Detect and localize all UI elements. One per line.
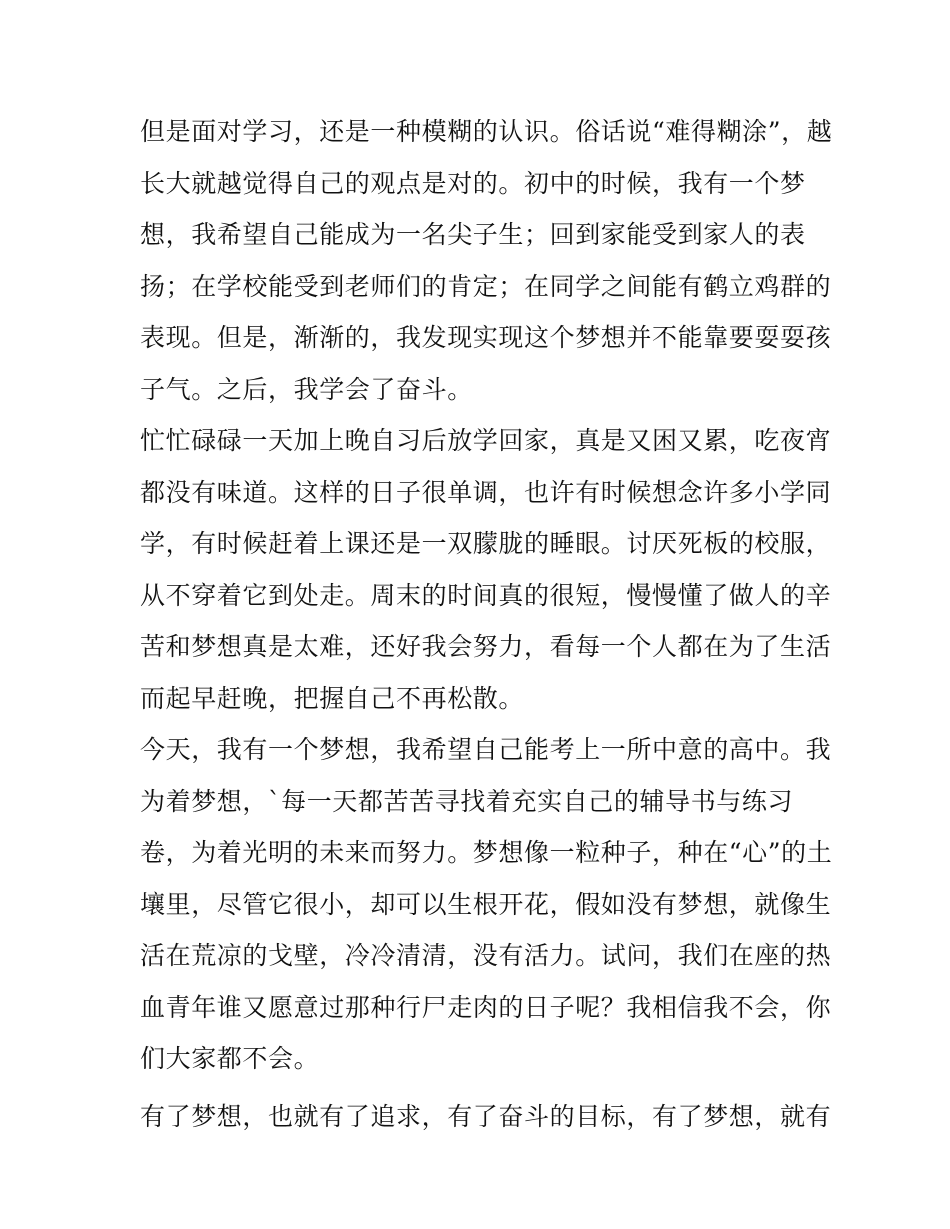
text-line: 长大就越觉得自己的观点是对的。初中的时候，我有一个梦 (140, 168, 806, 198)
text-line: 但是面对学习，还是一种模糊的认识。俗话说“难得糊涂”，越 (140, 117, 833, 146)
text-line: 苦和梦想真是太难，还好我会努力，看每一个人都在为了生活 (140, 632, 832, 661)
text-line: 卷，为着光明的未来而努力。梦想像一粒种子，种在“心”的土 (140, 838, 833, 867)
text-line: 们大家都不会。 (140, 1044, 320, 1073)
text-line: 想，我希望自己能成为一名尖子生；回到家能受到家人的表 (140, 220, 806, 249)
text-line: 学，有时候赶着上课还是一双朦胧的睡眼。讨厌死板的校服， (140, 529, 832, 558)
text-line: 今天，我有一个梦想，我希望自己能考上一所中意的高中。我 (140, 735, 832, 764)
body-text (140, 106, 833, 1142)
text-line: 活在荒凉的戈壁，冷冷清清，没有活力。试问，我们在座的热 (140, 941, 832, 970)
text-line: 有了梦想，也就有了追求，有了奋斗的目标，有了梦想，就有 (140, 1101, 832, 1131)
text-line: 为着梦想，`每一天都苦苦寻找着充实自己的辅导书与练习 (140, 786, 794, 816)
text-line: 血青年谁又愿意过那种行尸走肉的日子呢？我相信我不会，你 (140, 992, 832, 1022)
text-line: 都没有味道。这样的日子很单调，也许有时候想念许多小学同 (140, 477, 832, 507)
text-line: 而起早赶晚，把握自己不再松散。 (140, 683, 525, 713)
text-line: 表现。但是，渐渐的，我发现实现这个梦想并不能靠要耍耍孩 (140, 323, 832, 352)
text-line: 从不穿着它到处走。周末的时间真的很短，慢慢懂了做人的辛 (140, 580, 832, 610)
text-line: 忙忙碌碌一天加上晚自习后放学回家，真是又困又累，吃夜宵 (140, 426, 832, 455)
text-line: 扬；在学校能受到老师们的肯定；在同学之间能有鹤立鸡群的 (140, 271, 832, 301)
text-line: 壤里，尽管它很小，却可以生根开花，假如没有梦想，就像生 (140, 889, 832, 919)
text-line: 子气。之后，我学会了奋斗。 (140, 374, 473, 404)
